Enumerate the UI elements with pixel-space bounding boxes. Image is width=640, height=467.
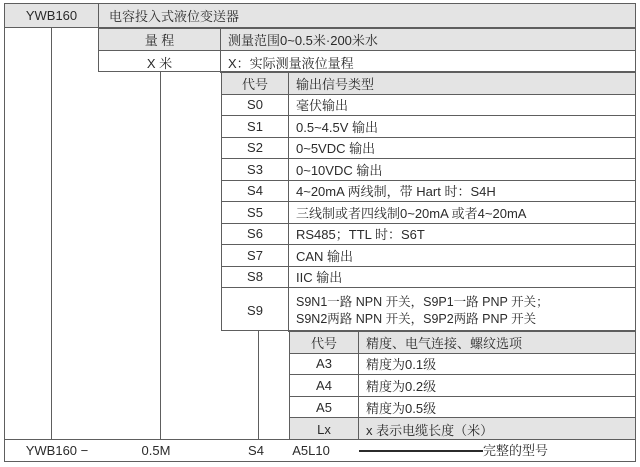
accuracy-header-code: 代号 <box>290 332 359 353</box>
signal-code: S1 <box>222 116 289 137</box>
signal-code: S3 <box>222 159 289 180</box>
signal-desc <box>289 288 635 332</box>
signal-code: S6 <box>222 224 289 245</box>
signal-desc: 毫伏输出 <box>296 98 349 114</box>
table-row <box>222 267 635 289</box>
table-row <box>222 159 635 181</box>
accuracy-code: A3 <box>290 354 359 375</box>
accuracy-desc: x 表示电缆长度（米） <box>366 422 494 438</box>
example-signal: S4 <box>248 443 264 458</box>
signal-code: S2 <box>222 138 289 159</box>
range-code-desc: X：实际测量液位量程 <box>228 55 354 71</box>
range-value-row <box>99 51 635 73</box>
connector-line-model <box>51 28 52 439</box>
signal-desc: 三线制或者四线制0~20mA 或者4~20mA <box>296 205 527 221</box>
connector-line-signal <box>258 331 259 439</box>
table-row <box>222 181 635 203</box>
signal-desc: 4~20mA 两线制，带 Hart 时：S4H <box>296 184 496 200</box>
signal-header-code: 代号 <box>222 73 289 94</box>
signal-desc-line1: S9N1一路 NPN 开关，S9P1一路 PNP 开关； <box>296 294 549 309</box>
table-row <box>290 375 635 397</box>
range-header-row <box>99 29 635 51</box>
accuracy-code: A4 <box>290 375 359 396</box>
signal-desc: RS485；TTL 时：S6T <box>296 227 425 243</box>
signal-desc: CAN 输出 <box>296 248 354 264</box>
table-row <box>222 202 635 224</box>
signal-code: S4 <box>222 181 289 202</box>
example-model: YWB160 − <box>25 443 89 458</box>
range-desc: 测量范围0~0.5米·200米水 <box>228 33 378 48</box>
signal-desc-line2: S9N2两路 NPN 开关，S9P2两路 PNP 开关 <box>296 311 537 326</box>
accuracy-code: A5 <box>290 397 359 418</box>
accuracy-desc: 精度为0.2级 <box>366 378 437 394</box>
table-row <box>222 138 635 160</box>
signal-code: S9 <box>222 288 289 332</box>
table-row <box>222 245 635 267</box>
table-row <box>222 288 635 332</box>
accuracy-header-desc: 精度、电气连接、螺纹选项 <box>366 335 523 351</box>
signal-desc: IIC 输出 <box>296 270 343 286</box>
signal-code: S5 <box>222 202 289 223</box>
connector-line-range <box>160 72 161 439</box>
range-section <box>98 28 636 72</box>
accuracy-code: Lx <box>290 418 359 440</box>
table-row <box>290 397 635 419</box>
example-note: 完整的型号 <box>483 443 549 458</box>
product-name: 电容投入式液位变送器 <box>109 9 240 24</box>
model-code: YWB160 <box>5 4 99 27</box>
signal-desc-lines <box>296 293 549 328</box>
table-row <box>222 224 635 246</box>
example-accuracy: A5L10 <box>292 443 330 458</box>
title-row <box>4 3 636 28</box>
signal-header-desc: 输出信号类型 <box>296 76 375 92</box>
signal-code: S8 <box>222 267 289 288</box>
signal-table <box>221 72 636 331</box>
signal-desc: 0.5~4.5V 输出 <box>296 119 379 135</box>
example-model-row <box>4 439 636 462</box>
table-row <box>290 354 635 376</box>
range-label: 量 程 <box>99 29 221 50</box>
accuracy-table <box>289 331 636 439</box>
example-pointer-line <box>359 450 483 452</box>
signal-header-row <box>222 73 635 95</box>
signal-desc: 0~5VDC 输出 <box>296 141 376 157</box>
signal-code: S0 <box>222 95 289 116</box>
accuracy-desc: 精度为0.5级 <box>366 400 437 416</box>
table-row <box>290 418 635 440</box>
table-row <box>222 95 635 117</box>
range-code: X 米 <box>99 51 221 73</box>
example-range: 0.5M <box>141 443 171 458</box>
signal-code: S7 <box>222 245 289 266</box>
accuracy-desc: 精度为0.1级 <box>366 357 437 373</box>
table-row <box>222 116 635 138</box>
signal-desc: 0~10VDC 输出 <box>296 162 383 178</box>
accuracy-header-row <box>290 332 635 354</box>
